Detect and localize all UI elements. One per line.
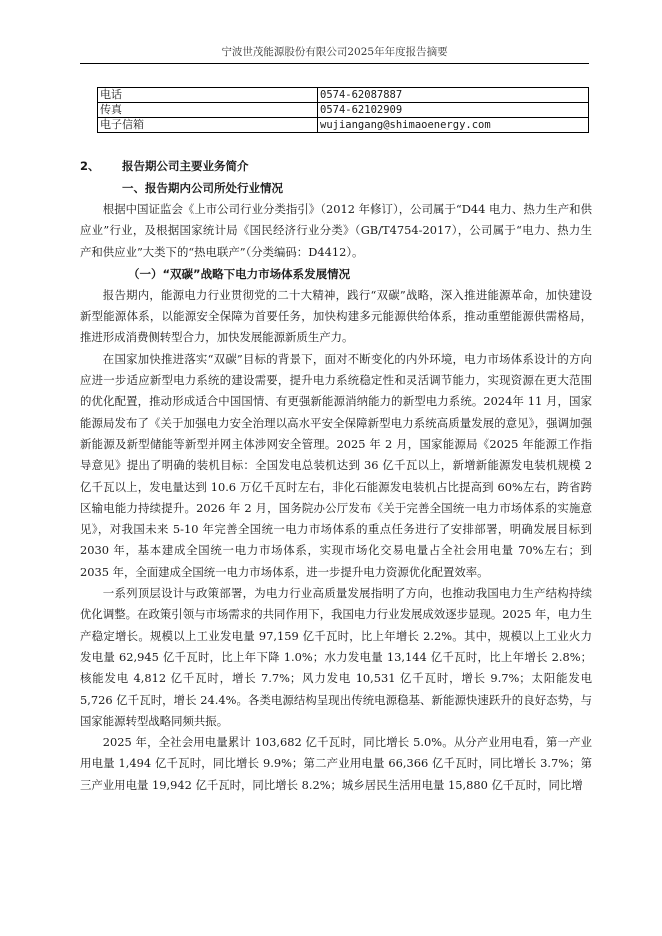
table-row: [98, 88, 589, 103]
email-label: 电子信箱: [98, 118, 318, 133]
section-heading: [80, 155, 592, 177]
paragraph: 根据中国证监会《上市公司行业分类指引》（2012 年修订），公司属于“D44 电力、热力生产和供应业”行业，及根据国家统计局《国民经济行业分类》（GB/T4754-2017），公司属于“电力、热力生产和供应业”大类下的“热电联产”（分类编码：D4412）。: [80, 202, 592, 259]
section-title: 报告期公司主要业务简介: [122, 159, 249, 173]
phone-value: 0574-62087887: [318, 88, 589, 103]
fax-value: 0574-62102909: [318, 103, 589, 118]
fax-label: 传真: [98, 103, 318, 118]
page-header: [80, 45, 589, 64]
table-row: [98, 118, 589, 133]
paragraph: 在国家加快推进落实“双碳”目标的背景下，面对不断变化的内外环境，电力市场体系设计的方向应进一步适应新型电力系统的建设需要，提升电力系统稳定性和灵活调节能力，实现资源在更大范围的优化配置，推动形成适合中国国情、有更强新能源消纳能力的新型电力系统。2024年 11 月，国家能源局发布了《关于加强电力安全治理以高水平安全保障新型电力系统高质量发展的意见》，强调加强新能源及新型储能等新型并网主体涉网安全管理。2025 年 2 月，国家能源局《2025 年能源工作指导意见》提出了明确的装机目标：全国发电总装机达到 36 亿千瓦以上，新增新能源发电装机规模 2 亿千瓦以上，发电量达到 10.6 万亿千瓦时左右，非化石能源发电装机占比提高到 60%左右，跨省跨区输电能力持续提升。2026 年 2 月，国务院办公厅发布《关于完善全国统一电力市场体系的实施意见》，对我国未来 5-10 年完善全国统一电力市场体系的重点任务进行了安排部署，明确发展目标到 2030 年，基本建成全国统一电力市场体系，实现市场化交易电量占全社会用电量 70%左右；到 2035 年，全面建成全国统一电力市场体系，进一步提升电力资源优化配置效率。: [80, 351, 592, 579]
section-number: 2、: [80, 159, 100, 173]
contact-table: [97, 87, 589, 133]
body-content: [80, 155, 592, 796]
report-title: 宁波世茂能源股份有限公司2025年年度报告摘要: [221, 46, 448, 58]
paragraph: 报告期内，能源电力行业贯彻党的二十大精神，践行“双碳”战略，深入推进能源革命，加快建设新型能源体系，以能源安全保障为首要任务，加快构建多元能源供给体系，推动重塑能源供需格局，推进形成消费侧转型合力，加快发展能源新质生产力。: [80, 287, 592, 345]
phone-label: 电话: [98, 88, 318, 103]
paragraph: 2025 年，全社会用电量累计 103,682 亿千瓦时，同比增长 5.0%。从分产业用电看，第一产业用电量 1,494 亿千瓦时，同比增长 9.9%；第二产业用电量 66,366 亿千瓦时，同比增长 3.7%；第三产业用电量 19,942 亿千瓦时，同比增长 8.2%；城乡居民生活用电量 15,880 亿千瓦时，同比增: [80, 735, 592, 792]
paragraph: 一系列顶层设计与政策部署，为电力行业高质量发展指明了方向，也推动我国电力生产结构持续优化调整。在政策引领与市场需求的共同作用下，我国电力行业发展成效逐步显现。2025 年，电力生产稳定增长。规模以上工业发电量 97,159 亿千瓦时，比上年增长 2.2%。其中，规模以上工业火力发电量 62,945 亿千瓦时，比上年下降 1.0%；水力发电量 13,144 亿千瓦时，比上年增长 2.8%；核能发电 4,812 亿千瓦时，增长 7.7%；风力发电 10,531 亿千瓦时，增长 9.7%；太阳能发电 5,726 亿千瓦时，增长 24.4%。各类电源结构呈现出传统电源稳基、新能源快速跃升的良好态势，与国家能源转型战略同频共振。: [80, 586, 592, 728]
subsubsection-heading: （一）“双碳”战略下电力市场体系发展情况: [128, 266, 351, 281]
email-value[interactable]: wujiangang@shimaoenergy.com: [318, 118, 589, 133]
subsection-heading: 一、报告期内公司所处行业情况: [122, 181, 283, 195]
table-row: [98, 103, 589, 118]
